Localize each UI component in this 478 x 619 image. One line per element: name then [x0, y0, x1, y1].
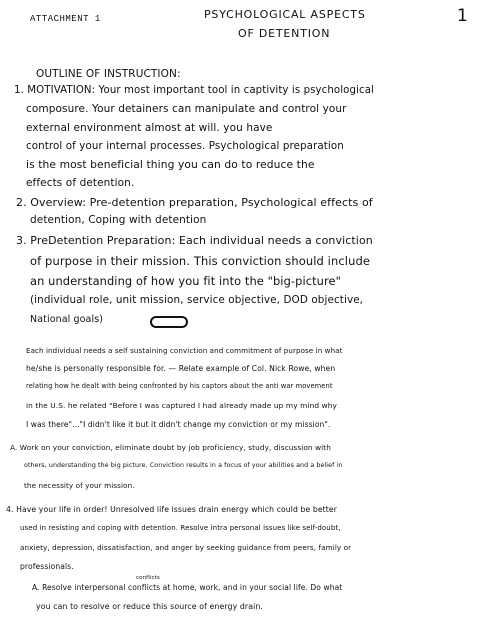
page-number: 1: [457, 6, 468, 26]
text-line: in the U.S. he related "Before I was captured I had already made up my mind why: [26, 401, 338, 410]
text-line: relating how he dealt with being confronted by his captors about the anti war movement: [26, 382, 333, 390]
text-line: an understanding of how you fit into the "big-picture": [30, 274, 341, 288]
text-line: professionals.: [20, 562, 74, 571]
text-line: Each individual needs a self sustaining conviction and commitment of purpose in what: [26, 346, 343, 355]
attachment-label: ATTACHMENT 1: [30, 14, 101, 24]
text-line: anxiety, depression, dissatisfaction, and anger by seeking guidance from peers, family or: [20, 543, 352, 552]
text-line: detention, Coping with detention: [30, 214, 207, 226]
text-line: effects of detention.: [26, 177, 135, 189]
text-line: used in resisting and coping with detention. Resolve intra personal issues like self-doubt,: [20, 524, 341, 532]
text-line: I was there"..."I didn't like it but it didn't change my conviction or my mission".: [26, 420, 331, 429]
document-title-line1: PSYCHOLOGICAL ASPECTS: [204, 8, 366, 21]
text-line: you can to resolve or reduce this source of energy drain.: [36, 602, 263, 611]
text-line: National goals): [30, 314, 104, 325]
text-line: is the most beneficial thing you can do to reduce the: [26, 158, 315, 171]
text-line: A. Resolve interpersonal conflicts at home, work, and in your social life. Do what: [32, 583, 343, 592]
document-title-line2: OF DETENTION: [238, 27, 331, 40]
text-line: control of your internal processes. Psychological preparation: [26, 140, 344, 152]
text-line: the necessity of your mission.: [24, 481, 135, 490]
scribble-mark: [150, 316, 188, 328]
text-line: 3. PreDetention Preparation: Each individual needs a conviction: [16, 234, 373, 247]
outline-heading: OUTLINE OF INSTRUCTION:: [36, 68, 181, 80]
text-line: 2. Overview: Pre-detention preparation, Psychological effects of: [16, 196, 373, 209]
text-line: of purpose in their mission. This conviction should include: [30, 254, 371, 268]
caret-insert: conflicts: [136, 575, 160, 581]
text-line: A. Work on your conviction, eliminate doubt by job proficiency, study, discussion with: [10, 443, 331, 452]
text-line: he/she is personally responsible for. — Relate example of Col. Nick Rowe, when: [26, 364, 336, 373]
text-line: composure. Your detainers can manipulate and control your: [26, 103, 347, 115]
text-line: 4. Have your life in order! Unresolved life issues drain energy which could be better: [6, 505, 337, 514]
text-line: (individual role, unit mission, service objective, DOD objective,: [30, 294, 364, 306]
text-line: external environment almost at will. you have: [26, 122, 273, 134]
text-line: 1. MOTIVATION: Your most important tool in captivity is psychological: [14, 85, 374, 96]
text-line: others, understanding the big picture. Conviction results in a focus of your abilities and a belief in: [24, 462, 343, 469]
